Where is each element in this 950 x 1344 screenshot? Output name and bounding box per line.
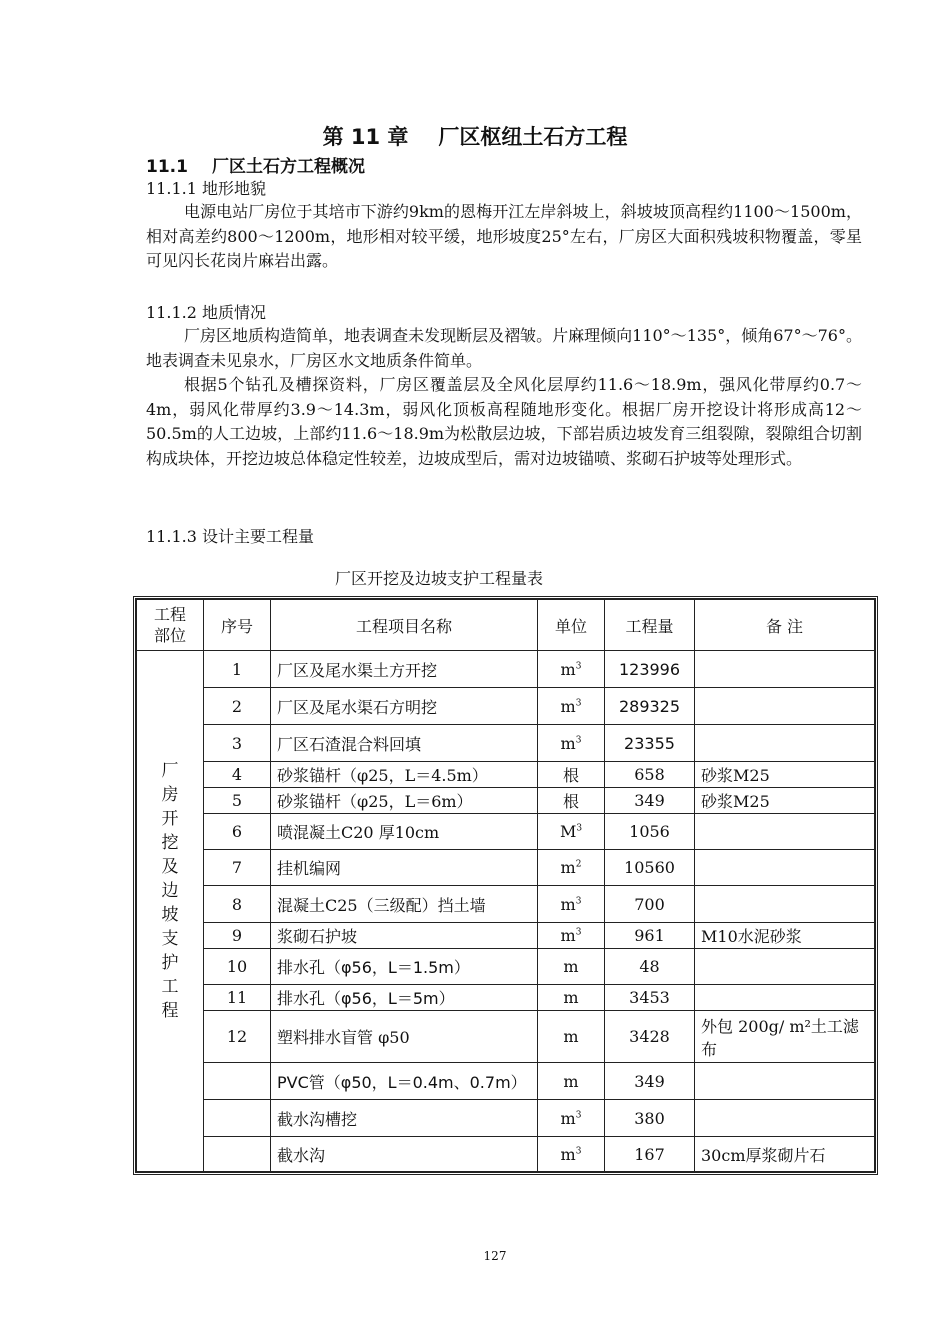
row-unit-value: m: [560, 696, 576, 716]
row-unit: [538, 949, 605, 985]
row-unit: [538, 985, 605, 1011]
row-qty: 349: [605, 788, 695, 814]
row-unit: [538, 788, 605, 814]
row-unit: [538, 814, 605, 850]
row-no: 2: [204, 688, 271, 725]
row-note: 砂浆M25: [695, 788, 875, 814]
row-unit-value: 根: [562, 792, 579, 811]
row-no: 7: [204, 850, 271, 886]
part-label-char: 支: [161, 929, 179, 949]
header-unit: 单位: [538, 600, 605, 651]
row-name: 排水孔（φ56，L＝1.5m）: [271, 949, 538, 985]
row-name: 厂区石渣混合料回填: [271, 725, 538, 762]
part-label-char: 挖: [161, 833, 179, 853]
row-unit-value: m: [560, 659, 576, 679]
row-no: 5: [204, 788, 271, 814]
row-qty: 349: [605, 1063, 695, 1100]
row-note: [695, 814, 875, 850]
table-row: [137, 923, 875, 949]
subsection-terrain: 11.1.1 地形地貌: [146, 179, 266, 198]
row-unit-value: m: [560, 926, 576, 945]
table-row: [137, 1100, 875, 1137]
row-unit: [538, 1011, 605, 1063]
paragraph-geology-detail: 根据5个钻孔及槽探资料，厂房区覆盖层及全风化层厚约11.6～18.9m，强风化带厚约0.7～4m，弱风化带厚约3.9～14.3m，弱风化顶板高程随地形变化。根据厂房开挖设计将形成高12～50.5m的人工边坡，上部约11.6～18.9m为松散层边坡，下部岩质边坡发育三组裂隙，裂隙组合切割构成块体，开挖边坡总体稳定性较差，边坡成型后，需对边坡锚喷、浆砌石护坡等处理形式。: [146, 375, 862, 468]
row-note: 30cm厚浆砌片石: [695, 1137, 875, 1172]
row-qty: 380: [605, 1100, 695, 1137]
row-unit-exponent: 3: [575, 735, 582, 746]
section-heading: [146, 152, 365, 177]
row-no: 12: [204, 1011, 271, 1063]
subsection-quantities: 11.1.3 设计主要工程量: [146, 527, 314, 546]
row-unit: [538, 1100, 605, 1137]
row-name: 混凝土C25（三级配）挡土墙: [271, 886, 538, 923]
row-note: 外包 200g/ m²土工滤布: [695, 1011, 875, 1063]
table-row: [137, 985, 875, 1011]
row-qty: 3453: [605, 985, 695, 1011]
row-unit-exponent: 3: [575, 1110, 582, 1121]
table-row: [137, 814, 875, 850]
row-qty: 10560: [605, 850, 695, 886]
table-row: [137, 762, 875, 788]
part-label-char: 开: [161, 809, 179, 829]
row-qty: 48: [605, 949, 695, 985]
row-unit-exponent: 3: [576, 823, 583, 834]
table-body: [137, 651, 875, 1172]
row-no: 8: [204, 886, 271, 923]
row-unit-exponent: 2: [575, 859, 582, 870]
row-qty: 658: [605, 762, 695, 788]
row-note: [695, 725, 875, 762]
row-unit-value: m: [560, 733, 576, 753]
row-no: 10: [204, 949, 271, 985]
row-note: [695, 985, 875, 1011]
row-no: 4: [204, 762, 271, 788]
row-unit: [538, 886, 605, 923]
table-row: [137, 788, 875, 814]
row-name: 厂区及尾水渠石方明挖: [271, 688, 538, 725]
table-row: [137, 688, 875, 725]
row-unit-exponent: 3: [575, 896, 582, 907]
part-label-char: 厂: [161, 761, 179, 781]
row-unit-value: m: [560, 858, 576, 877]
row-name: 砂浆锚杆（φ25，L＝4.5m）: [271, 762, 538, 788]
section-number: 11.1: [146, 157, 188, 177]
row-qty: 961: [605, 923, 695, 949]
table-row: [137, 725, 875, 762]
row-no: 3: [204, 725, 271, 762]
row-unit-exponent: 3: [575, 661, 582, 672]
header-name: 工程项目名称: [271, 600, 538, 651]
row-qty: 700: [605, 886, 695, 923]
row-name: 浆砌石护坡: [271, 923, 538, 949]
paragraph-terrain: 电源电站厂房位于其培市下游约9km的恩梅开江左岸斜坡上，斜坡坡顶高程约1100～1500m，相对高差约800～1200m，地形相对较平缓，地形坡度25°左右，厂房区大面积残坡积物覆盖，零星可见闪长花岗片麻岩出露。: [146, 202, 862, 270]
row-name: 喷混凝土C20 厚10cm: [271, 814, 538, 850]
table-row: [137, 1063, 875, 1100]
row-unit: [538, 923, 605, 949]
row-unit-exponent: 3: [575, 698, 582, 709]
row-unit: [538, 725, 605, 762]
row-no: [204, 1100, 271, 1137]
row-unit: [538, 651, 605, 688]
header-part-line1: 工程: [153, 605, 186, 624]
row-no: 11: [204, 985, 271, 1011]
part-label-char: 及: [161, 857, 179, 877]
part-label-char: 护: [161, 953, 179, 973]
paragraph-geology-structure: 厂房区地质构造简单，地表调查未发现断层及褶皱。片麻理倾向110°～135°，倾角67°～76°。地表调查未见泉水，厂房区水文地质条件简单。: [146, 326, 862, 370]
row-qty: 289325: [605, 688, 695, 725]
row-no: [204, 1063, 271, 1100]
row-unit-value: M: [559, 822, 577, 841]
row-unit: [538, 762, 605, 788]
row-note: M10水泥砂浆: [695, 923, 875, 949]
table-row: [137, 949, 875, 985]
row-unit-value: m: [560, 1144, 576, 1164]
row-unit-value: m: [563, 1071, 579, 1091]
row-unit-value: 根: [562, 766, 579, 785]
row-name: 厂区及尾水渠土方开挖: [271, 651, 538, 688]
header-qty: 工程量: [605, 600, 695, 651]
row-name: 排水孔（φ56，L＝5m）: [271, 985, 538, 1011]
row-name: 截水沟槽挖: [271, 1100, 538, 1137]
row-note: [695, 949, 875, 985]
chapter-heading: [0, 121, 950, 151]
row-unit: [538, 850, 605, 886]
row-unit-exponent: 3: [575, 1146, 582, 1157]
quantity-table: [133, 596, 878, 1175]
row-name: 塑料排水盲管 φ50: [271, 1011, 538, 1063]
row-unit-value: m: [560, 894, 576, 914]
row-note: [695, 651, 875, 688]
row-note: [695, 886, 875, 923]
table-row: [137, 651, 875, 688]
row-unit-value: m: [563, 988, 579, 1007]
header-no: 序号: [204, 600, 271, 651]
row-note: [695, 850, 875, 886]
part-label-char: 边: [161, 881, 179, 901]
page-number: 127: [483, 1249, 507, 1263]
table-title: 厂区开挖及边坡支护工程量表: [334, 569, 543, 588]
part-label-char: 程: [161, 1001, 179, 1021]
chapter-title: 厂区枢纽土石方工程: [438, 125, 628, 149]
header-note: 备 注: [695, 600, 875, 651]
row-name: 截水沟: [271, 1137, 538, 1172]
row-unit-exponent: 3: [575, 927, 582, 938]
header-part-line2: 部位: [153, 626, 186, 645]
row-qty: 23355: [605, 725, 695, 762]
header-part: [137, 600, 204, 651]
row-no: [204, 1137, 271, 1172]
row-unit-value: m: [563, 1027, 579, 1046]
row-note: 砂浆M25: [695, 762, 875, 788]
row-qty: 1056: [605, 814, 695, 850]
part-label-char: 坡: [161, 905, 179, 925]
table-row: [137, 886, 875, 923]
part-label-cell: [137, 651, 204, 1172]
row-name: PVC管（φ50，L＝0.4m、0.7m）: [271, 1063, 538, 1100]
row-qty: 123996: [605, 651, 695, 688]
row-note: [695, 1063, 875, 1100]
row-unit-value: m: [560, 1108, 576, 1128]
table-header-row: [137, 600, 875, 651]
row-unit: [538, 688, 605, 725]
row-qty: 167: [605, 1137, 695, 1172]
table-row: [137, 1011, 875, 1063]
row-unit: [538, 1137, 605, 1172]
row-no: 6: [204, 814, 271, 850]
row-unit-value: m: [563, 957, 579, 976]
row-note: [695, 688, 875, 725]
row-name: 挂机编网: [271, 850, 538, 886]
table-row: [137, 1137, 875, 1172]
table-row: [137, 850, 875, 886]
section-title: 厂区土石方工程概况: [212, 157, 365, 177]
chapter-number: 第 11 章: [322, 125, 409, 149]
row-unit: [538, 1063, 605, 1100]
row-note: [695, 1100, 875, 1137]
row-name: 砂浆锚杆（φ25，L＝6m）: [271, 788, 538, 814]
part-label-char: 房: [161, 785, 179, 805]
row-no: 9: [204, 923, 271, 949]
row-no: 1: [204, 651, 271, 688]
part-label-char: 工: [161, 977, 179, 997]
row-qty: 3428: [605, 1011, 695, 1063]
subsection-geology: 11.1.2 地质情况: [146, 303, 266, 322]
